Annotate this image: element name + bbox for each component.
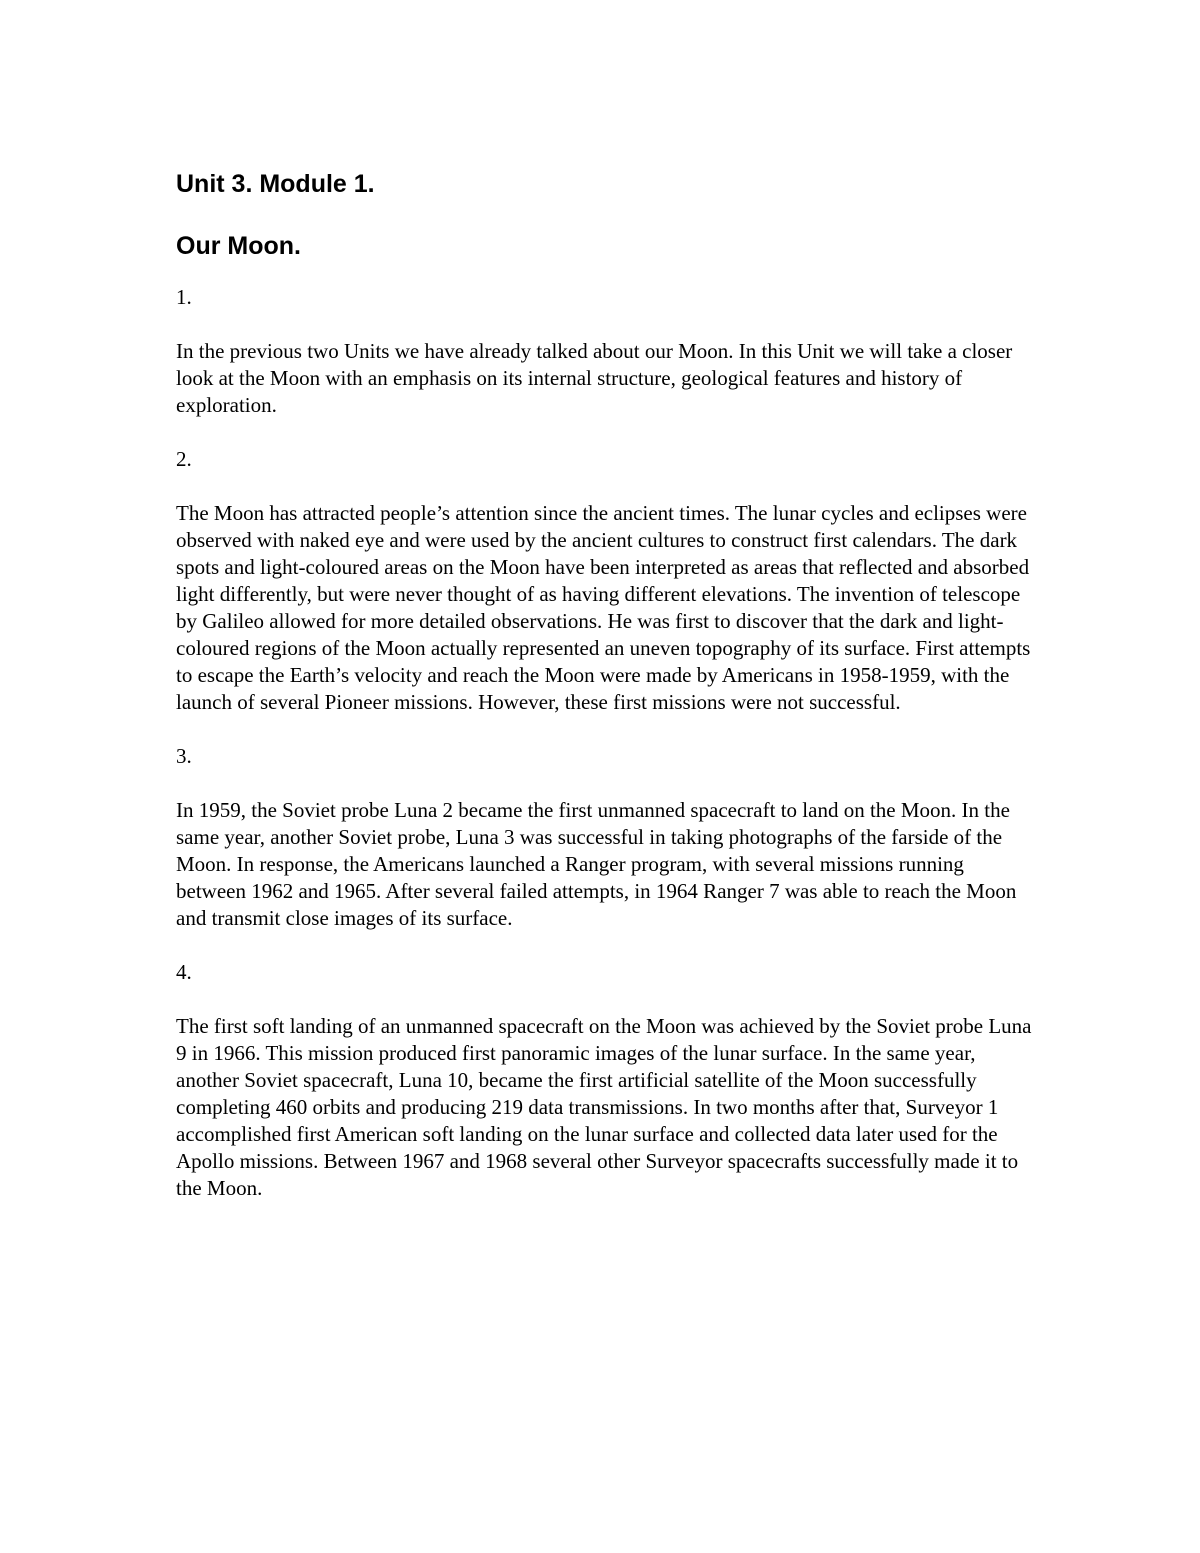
document-body (176, 168, 1036, 1229)
section-number: 3. (176, 744, 192, 768)
section-paragraph: The Moon has attracted people’s attention since the ancient times. The lunar cycles and eclipses were observed with naked eye and were used by the ancient cultures to construct first calendars. The dark spots and light-coloured areas on the Moon have been interpreted as areas that reflected and absorbed light differently, but were never thought of as having different elevations. The invention of telescope by Galileo allowed for more detailed observations. He was first to discover that the dark and light-coloured regions of the Moon actually represented an uneven topography of its surface. First attempts to escape the Earth’s velocity and reach the Moon were made by Americans in 1958-1959, with the launch of several Pioneer missions. However, these first missions were not successful. (176, 501, 1031, 714)
unit-heading: Unit 3. Module 1. (176, 170, 375, 198)
section-number: 2. (176, 447, 192, 471)
section-number: 1. (176, 285, 192, 309)
section-paragraph: The first soft landing of an unmanned spacecraft on the Moon was achieved by the Soviet probe Luna 9 in 1966. This mission produced first panoramic images of the lunar surface. In the same year, another Soviet spacecraft, Luna 10, became the first artificial satellite of the Moon successfully completing 460 orbits and producing 219 data transmissions. In two months after that, Surveyor 1 accomplished first American soft landing on the lunar surface and collected data later used for the Apollo missions. Between 1967 and 1968 several other Surveyor spacecrafts successfully made it to the Moon. (176, 1014, 1032, 1200)
section-4 (176, 959, 1036, 1202)
section-1 (176, 284, 1036, 419)
document-title: Our Moon. (176, 232, 301, 260)
section-paragraph: In 1959, the Soviet probe Luna 2 became the first unmanned spacecraft to land on the Moon. In the same year, another Soviet probe, Luna 3 was successful in taking photographs of the farside of the Moon. In response, the Americans launched a Ranger program, with several missions running between 1962 and 1965. After several failed attempts, in 1964 Ranger 7 was able to reach the Moon and transmit close images of its surface. (176, 798, 1017, 930)
section-3 (176, 743, 1036, 932)
section-paragraph: In the previous two Units we have already talked about our Moon. In this Unit we will take a closer look at the Moon with an emphasis on its internal structure, geological features and history of exploration. (176, 339, 1013, 417)
section-number: 4. (176, 960, 192, 984)
section-2 (176, 446, 1036, 716)
